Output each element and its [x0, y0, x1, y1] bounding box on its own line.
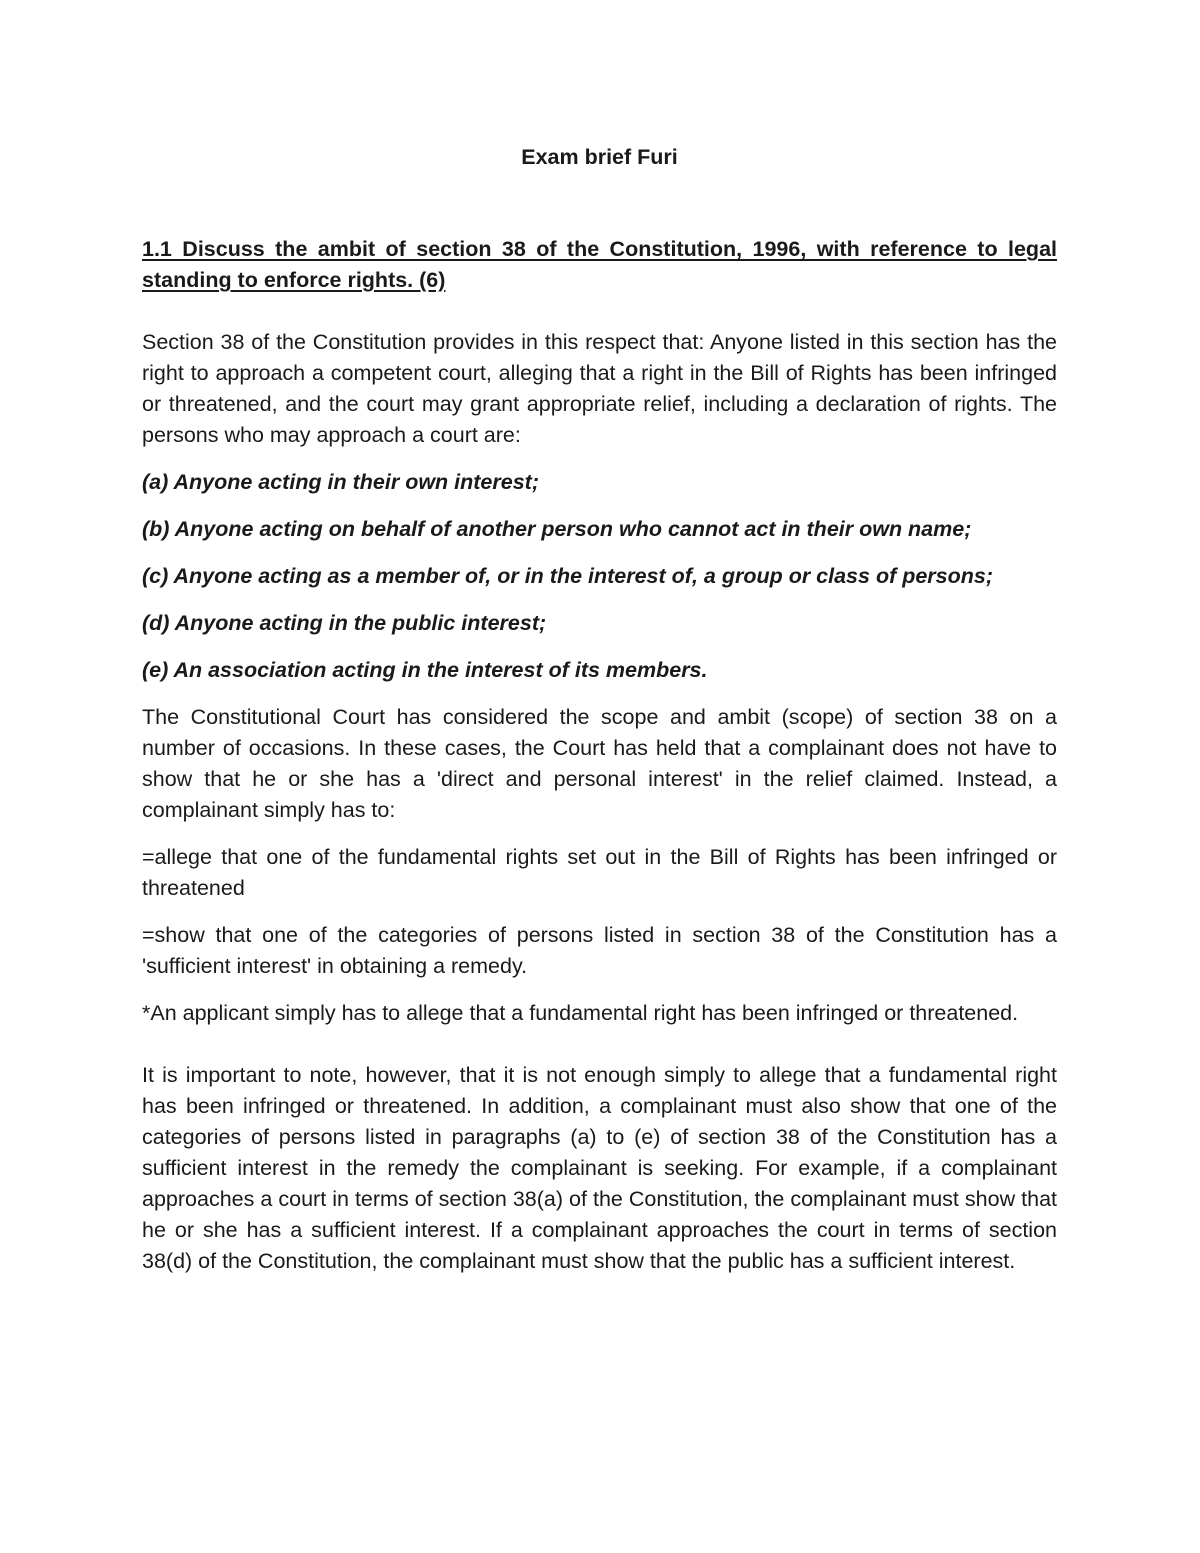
list-item-a: (a) Anyone acting in their own interest;: [142, 470, 539, 494]
document-body: [142, 327, 1057, 1293]
list-item-b: (b) Anyone acting on behalf of another person who cannot act in their own name;: [142, 517, 972, 541]
allege-point: =allege that one of the fundamental rights set out in the Bill of Rights has been infringed or threatened: [142, 845, 1057, 900]
document-page: [142, 0, 1057, 1553]
important-paragraph: It is important to note, however, that it is not enough simply to allege that a fundamental right has been infringed or threatened. In addition, a complainant must also show that one of the categories of persons listed in paragraphs (a) to (e) of section 38 of the Constitution has a sufficient interest in the remedy the complainant is seeking. For example, if a complainant approaches a court in terms of section 38(a) of the Constitution, the complainant must show that he or she has a sufficient interest. If a complainant approaches the court in terms of section 38(d) of the Constitution, the complainant must show that the public has a sufficient interest.: [142, 1063, 1057, 1273]
document-title: Exam brief Furi: [521, 145, 678, 169]
list-item-e: (e) An association acting in the interest of its members.: [142, 658, 708, 682]
applicant-note: *An applicant simply has to allege that a fundamental right has been infringed or threatened.: [142, 1001, 1019, 1025]
court-paragraph: The Constitutional Court has considered the scope and ambit (scope) of section 38 on a number of occasions. In these cases, the Court has held that a complainant does not have to show that he or she has a 'direct and personal interest' in the relief claimed. Instead, a complainant simply has to:: [142, 705, 1057, 822]
question-heading: 1.1 Discuss the ambit of section 38 of the Constitution, 1996, with reference to legal standing to enforce rights. (6): [142, 237, 1057, 292]
intro-paragraph: Section 38 of the Constitution provides in this respect that: Anyone listed in this section has the right to approach a competent court, alleging that a right in the Bill of Rights has been infringed or threatened, and the court may grant appropriate relief, including a declaration of rights. The persons who may approach a court are:: [142, 330, 1057, 447]
show-point: =show that one of the categories of persons listed in section 38 of the Constitution has a 'sufficient interest' in obtaining a remedy.: [142, 923, 1057, 978]
list-item-c: (c) Anyone acting as a member of, or in the interest of, a group or class of persons;: [142, 564, 994, 588]
list-item-d: (d) Anyone acting in the public interest;: [142, 611, 547, 635]
